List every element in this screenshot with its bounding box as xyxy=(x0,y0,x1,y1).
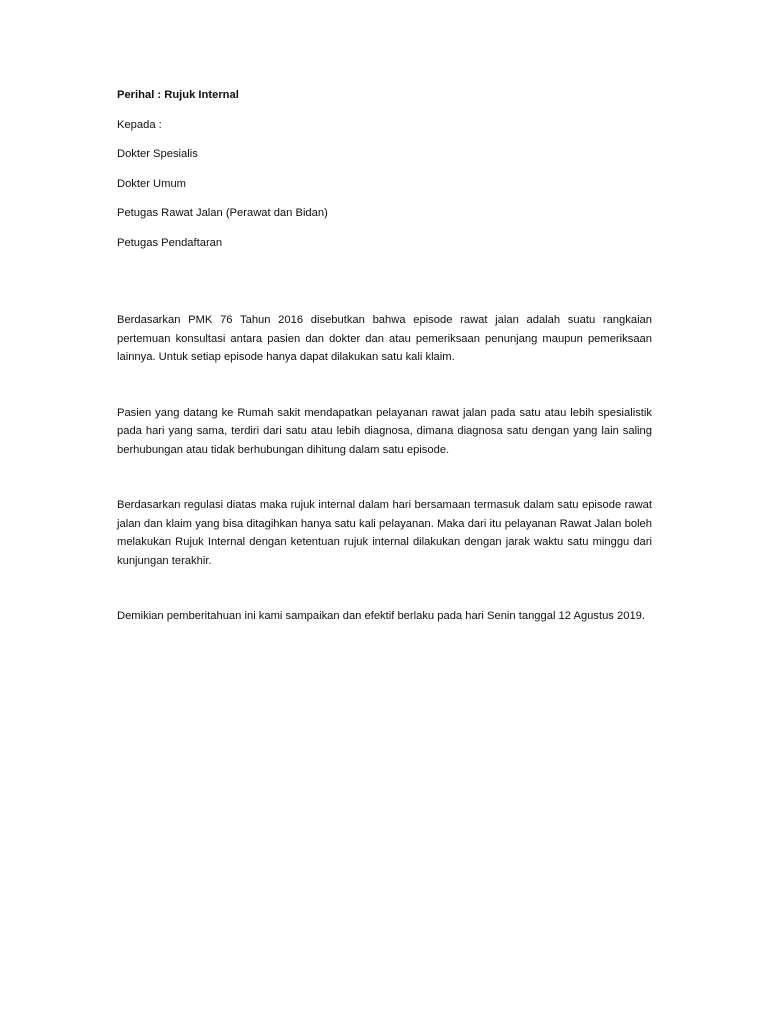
paragraph-closing: Demikian pemberitahuan ini kami sampaikan dan efektif berlaku pada hari Senin tanggal 12 Agustus 2019. xyxy=(117,610,646,622)
paragraph-regulation: Berdasarkan PMK 76 Tahun 2016 disebutkan bahwa episode rawat jalan adalah suatu rangkaian pertemuan konsultasi antara pasien dan dokter dan atau pemeriksaan penunjang maupun pemeriksaan lainnya. Untuk setiap episode hanya dapat dilakukan satu kali klaim. xyxy=(117,314,652,363)
recipient-item: Dokter Umum xyxy=(117,177,186,190)
recipient-item: Petugas Rawat Jalan (Perawat dan Bidan) xyxy=(117,207,328,219)
recipient-label: Kepada : xyxy=(117,118,162,131)
paragraph-internal-referral: Berdasarkan regulasi diatas maka rujuk internal dalam hari bersamaan termasuk dalam satu episode rawat jalan dan klaim yang bisa ditagihkan hanya satu kali pelayanan. Maka dari itu pelayanan Rawat Jalan boleh melakukan Rujuk Internal dengan ketentuan rujuk internal dilakukan dengan jarak waktu satu minggu dari kunjungan terakhir. xyxy=(117,499,652,567)
recipient-item: Dokter Spesialis xyxy=(117,148,198,160)
recipient-item: Petugas Pendaftaran xyxy=(117,236,223,249)
letter-body xyxy=(117,86,652,626)
paragraph-patient: Pasien yang datang ke Rumah sakit mendapatkan pelayanan rawat jalan pada satu atau lebih spesialistik pada hari yang sama, terdiri dari satu atau lebih diagnosa, dimana diagnosa satu dengan yang lain saling berhubungan atau tidak berhubungan dihitung dalam satu episode. xyxy=(117,406,652,456)
letter-subject: Perihal : Rujuk Internal xyxy=(117,89,239,101)
